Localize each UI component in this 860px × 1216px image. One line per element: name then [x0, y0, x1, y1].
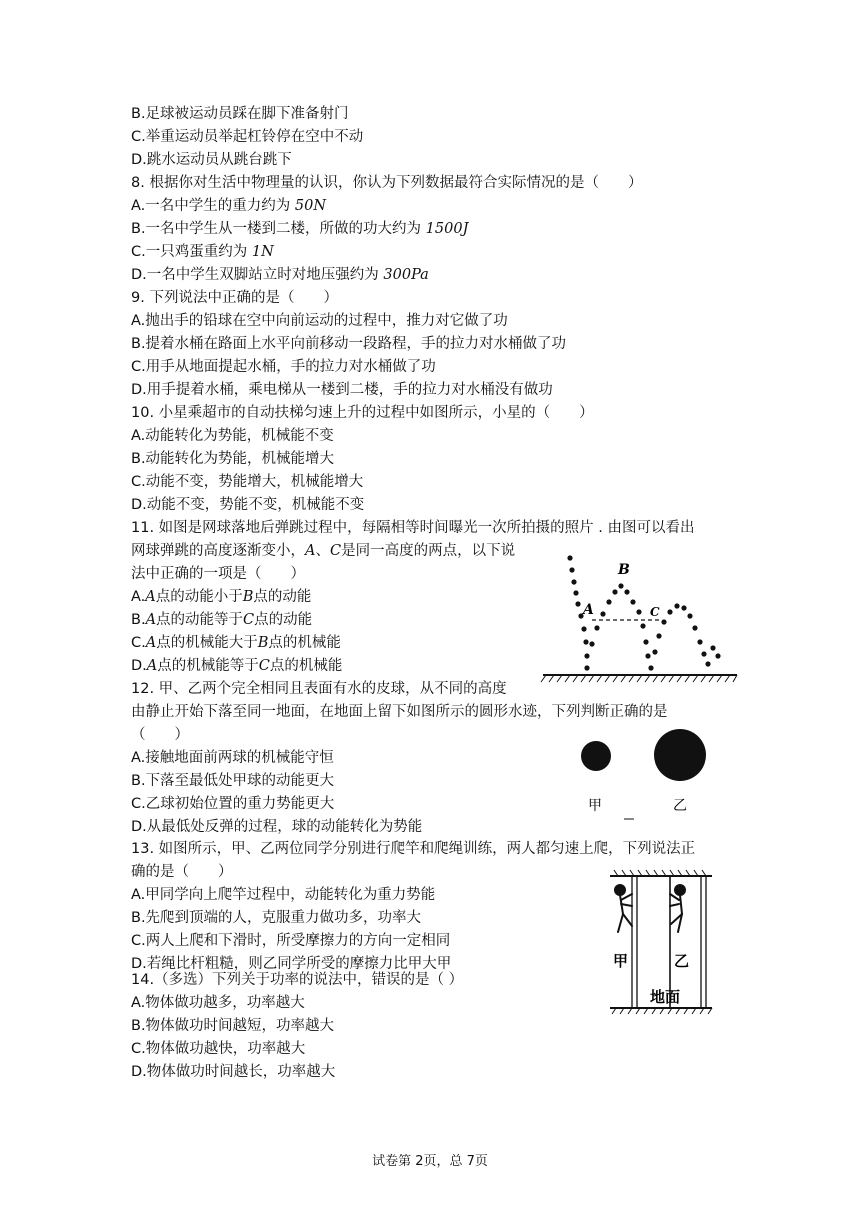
q7-option-d: D.跳水运动员从跳台跳下 [131, 152, 292, 168]
q13-stem-line2: 确的是（ ） [131, 864, 233, 880]
q13-stem-line1: 13. 如图所示，甲、乙两位同学分别进行爬竿和爬绳训练，两人都匀速上爬，下列说法正 [131, 841, 696, 857]
q11-stem-line3: 法中正确的一项是（ ） [131, 566, 305, 582]
q14-option-b: B.物体做功时间越短，功率越大 [131, 1018, 335, 1034]
q14-option-a: A.物体做功越多，功率越大 [131, 995, 305, 1011]
ground-hatching [541, 675, 737, 682]
q11-option-d: D.A点的机械能等于C点的机械能 [131, 658, 343, 674]
q12-stem-line3: （ ） [131, 727, 189, 743]
q12-option-d: D.从最低处反弹的过程，球的动能转化为势能 [131, 819, 423, 835]
bouncing-ball-figure [540, 550, 740, 686]
q9-option-a: A.抛出手的铅球在空中向前运动的过程中，推力对它做了功 [131, 313, 508, 329]
label-b: B [618, 562, 630, 578]
water-mark-jia [581, 741, 611, 771]
climber-jia [615, 885, 632, 932]
label-ground: 地面 [650, 988, 681, 1006]
q14-stem: 14.（多选）下列关于功率的说法中，错误的是（ ） [131, 972, 464, 988]
water-marks-figure [570, 722, 720, 822]
q8-option-a: A.一名中学生的重力约为 50N [131, 198, 327, 214]
q7-option-c: C.举重运动员举起杠铃停在空中不动 [131, 129, 364, 145]
q11-option-b: B.A点的动能等于C点的动能 [131, 612, 313, 628]
q9-option-b: B.提着水桶在路面上水平向前移动一段路程，手的拉力对水桶做了功 [131, 336, 567, 352]
q11-stem-line1: 11. 如图是网球落地后弹跳过程中，每隔相等时间曝光一次所拍摄的照片 . 由图可以看出 [131, 520, 695, 536]
q13-option-a: A.甲同学向上爬竿过程中，动能转化为重力势能 [131, 887, 436, 903]
q8-option-b: B.一名中学生从一楼到二楼，所做的功大约为 1500J [131, 221, 469, 237]
q10-option-b: B.动能转化为势能，机械能增大 [131, 451, 335, 467]
q11-option-a: A.A点的动能小于B点的动能 [131, 589, 312, 605]
pole [632, 876, 637, 1008]
page-footer: 试卷第 2页，总 7页 [372, 1154, 488, 1169]
q12-option-c: C.乙球初始位置的重力势能更大 [131, 796, 335, 812]
q10-option-c: C.动能不变，势能增大，机械能增大 [131, 474, 364, 490]
q10-stem: 10. 小星乘超市的自动扶梯匀速上升的过程中如图所示，小星的（ ） [131, 405, 594, 421]
climbing-figure [608, 868, 714, 1018]
label-a: A [583, 602, 594, 618]
q8-option-d: D.一名中学生双脚站立时对地压强约为 300Pa [131, 267, 429, 283]
q9-option-c: C.用手从地面提起水桶，手的拉力对水桶做了功 [131, 359, 436, 375]
q12-stem-line1: 12. 甲、乙两个完全相同且表面有水的皮球，从不同的高度 [131, 681, 507, 697]
q12-option-b: B.下落至最低处甲球的动能更大 [131, 773, 335, 789]
q10-option-d: D.动能不变，势能不变，机械能不变 [131, 497, 365, 513]
q13-option-d: D.若绳比杆粗糙，则乙同学所受的摩擦力比甲大甲 [131, 956, 452, 972]
label-yi: 乙 [673, 798, 687, 814]
label-jia: 甲 [613, 952, 629, 970]
q9-stem: 9. 下列说法中正确的是（ ） [131, 290, 338, 306]
q12-stem-line2: 由静止开始下落至同一地面，在地面上留下如图所示的圆形水迹，下列判断正确的是 [131, 704, 668, 720]
label-c: C [650, 605, 660, 619]
q14-option-c: C.物体做功越快，功率越大 [131, 1041, 306, 1057]
q14-option-d: D.物体做功时间越长，功率越大 [131, 1064, 336, 1080]
climber-yi [670, 885, 685, 932]
q12-option-a: A.接触地面前两球的机械能守恒 [131, 750, 334, 766]
q7-option-b: B.足球被运动员踩在脚下准备射门 [131, 106, 349, 122]
q11-stem-line2: 网球弹跳的高度逐渐变小，A、C是同一高度的两点，以下说 [131, 543, 516, 559]
q8-option-c: C.一只鸡蛋重约为 1N [131, 244, 274, 260]
q10-option-a: A.动能转化为势能，机械能不变 [131, 428, 334, 444]
q8-stem: 8. 根据你对生活中物理量的认识，你认为下列数据最符合实际情况的是（ ） [131, 175, 643, 191]
wall [701, 876, 706, 1008]
water-mark-yi [654, 729, 706, 781]
label-yi: 乙 [674, 952, 690, 970]
q13-option-b: B.先爬到顶端的人，克服重力做功多，功率大 [131, 910, 422, 926]
q9-option-d: D.用手提着水桶，乘电梯从一楼到二楼，手的拉力对水桶没有做功 [131, 382, 553, 398]
label-jia: 甲 [588, 798, 602, 814]
q11-option-c: C.A点的机械能大于B点的机械能 [131, 635, 341, 651]
q13-option-c: C.两人上爬和下滑时，所受摩擦力的方向一定相同 [131, 933, 451, 949]
